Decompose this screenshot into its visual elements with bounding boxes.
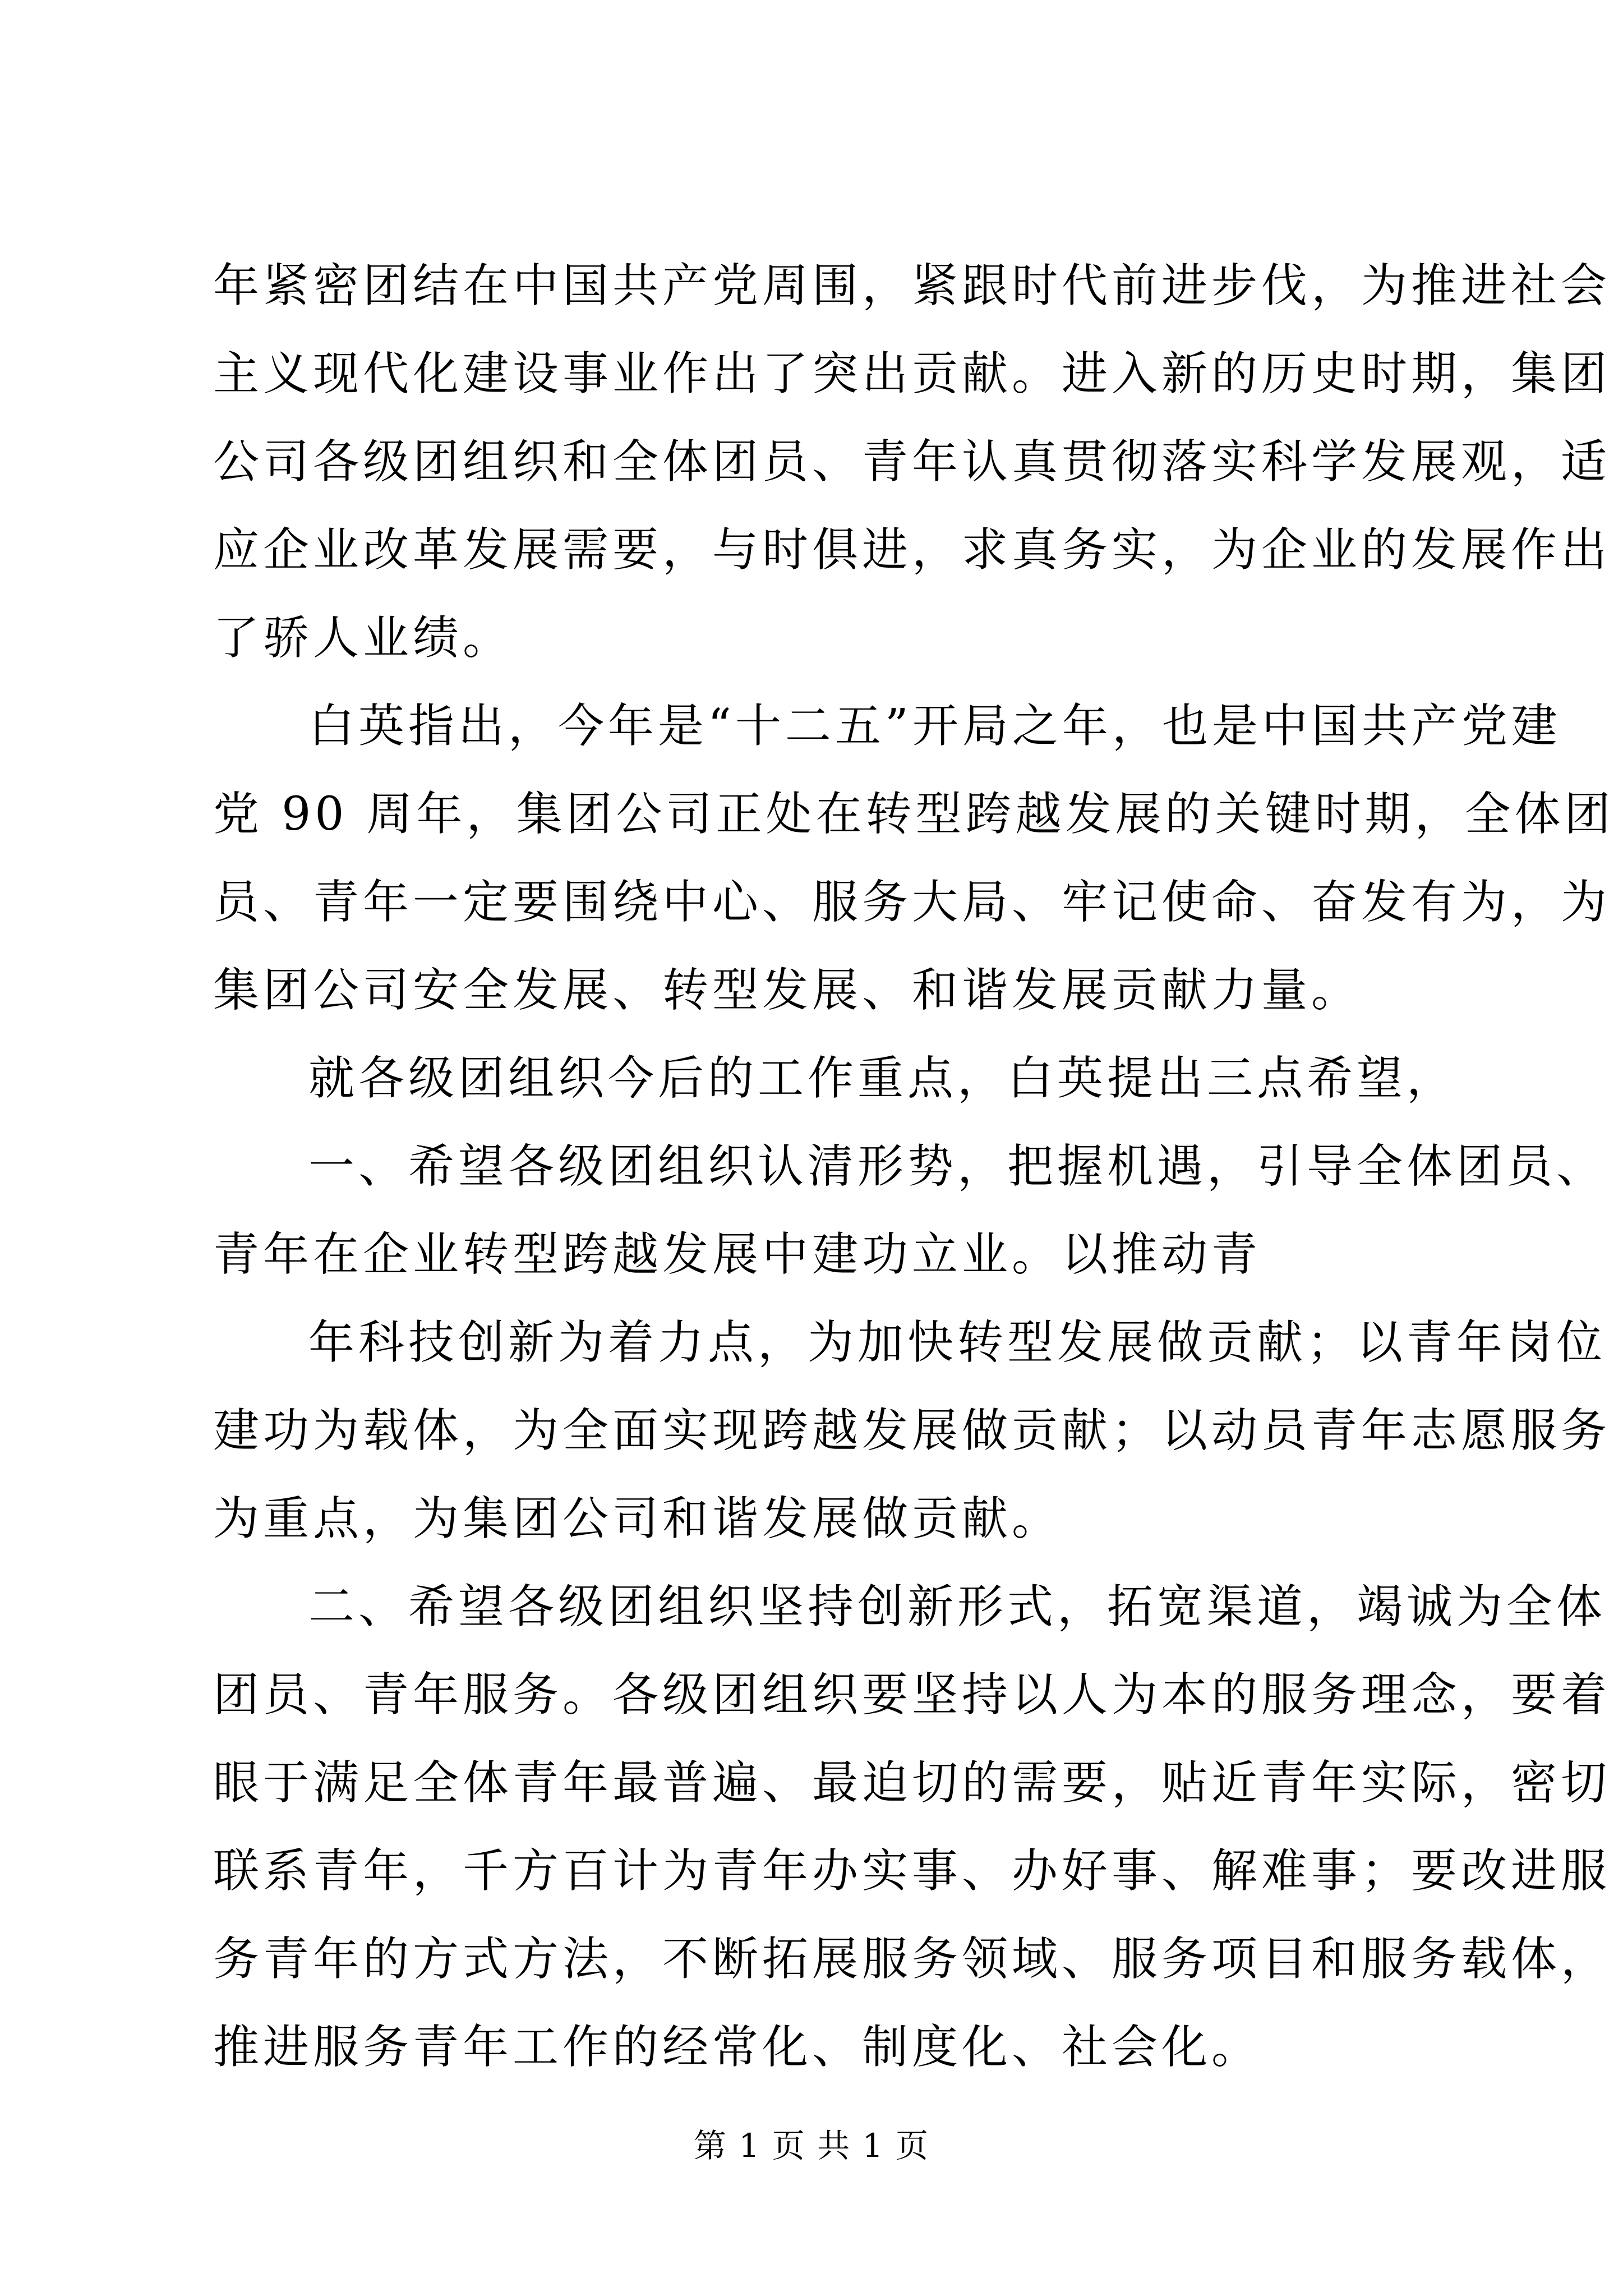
text-line: 员、青年一定要围绕中心、服务大局、牢记使命、奋发有为，为 bbox=[213, 876, 1611, 929]
text-line: 联系青年，千方百计为青年办实事、办好事、解难事；要改进服 bbox=[213, 1844, 1611, 1898]
text-line: 主义现代化建设事业作出了突出贡献。进入新的历史时期，集团 bbox=[213, 347, 1611, 401]
text-line: 年紧密团结在中国共产党周围，紧跟时代前进步伐，为推进社会 bbox=[213, 259, 1611, 312]
text-line: 集团公司安全发展、转型发展、和谐发展贡献力量。 bbox=[213, 964, 1362, 1017]
text-line: 眼于满足全体青年最普遍、最迫切的需要，贴近青年实际，密切 bbox=[213, 1756, 1611, 1810]
text-line: 就各级团组织今后的工作重点，白英提出三点希望， bbox=[308, 1052, 1457, 1105]
text-line: 青年在企业转型跨越发展中建功立业。以推动青 bbox=[213, 1228, 1262, 1281]
text-line: 年科技创新为着力点，为加快转型发展做贡献；以青年岗位 bbox=[308, 1316, 1607, 1369]
text-line: 为重点，为集团公司和谐发展做贡献。 bbox=[213, 1492, 1062, 1545]
text-line: 应企业改革发展需要，与时俱进，求真务实，为企业的发展作出 bbox=[213, 523, 1611, 577]
text-line: 党 90 周年，集团公司正处在转型跨越发展的关键时期，全体团 bbox=[213, 788, 1615, 841]
page-number-footer: 第 1 页 共 1 页 bbox=[694, 2127, 929, 2165]
text-line: 公司各级团组织和全体团员、青年认真贯彻落实科学发展观，适 bbox=[213, 435, 1611, 489]
text-line: 团员、青年服务。各级团组织要坚持以人为本的服务理念，要着 bbox=[213, 1668, 1611, 1722]
text-line: 白英指出，今年是“十二五”开局之年，也是中国共产党建 bbox=[308, 700, 1561, 753]
text-line: 二、希望各级团组织坚持创新形式，拓宽渠道，竭诚为全体 bbox=[308, 1580, 1607, 1634]
text-line: 务青年的方式方法，不断拓展服务领域、服务项目和服务载体， bbox=[213, 1932, 1611, 1986]
text-line: 了骄人业绩。 bbox=[213, 611, 513, 665]
text-line: 建功为载体，为全面实现跨越发展做贡献；以动员青年志愿服务 bbox=[213, 1404, 1611, 1457]
text-line: 推进服务青年工作的经常化、制度化、社会化。 bbox=[213, 2021, 1262, 2074]
text-line: 一、希望各级团组织认清形势，把握机遇，引导全体团员、 bbox=[308, 1140, 1607, 1193]
